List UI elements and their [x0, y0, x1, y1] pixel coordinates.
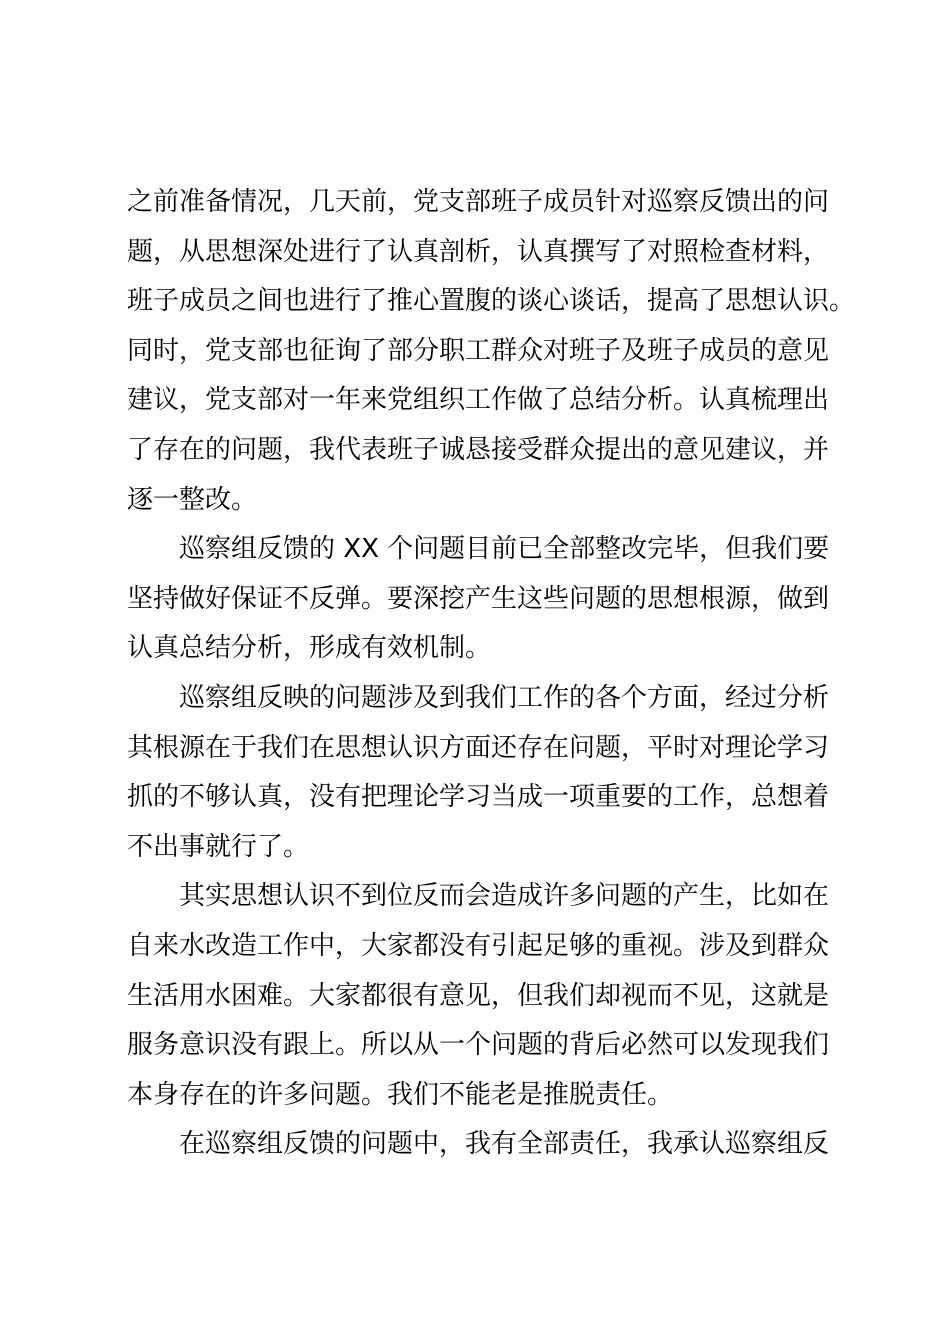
text-line: 了存在的问题，我代表班子诚恳接受群众提出的意见建议，并	[127, 434, 830, 465]
text-line: 建议，党支部对一年来党组织工作做了总结分析。认真梳理出	[127, 385, 830, 416]
text-line: 坚持做好保证不反弹。要深挖产生这些问题的思想根源，做到	[127, 583, 830, 614]
text-line: 自来水改造工作中，大家都没有引起足够的重视。涉及到群众	[127, 930, 830, 961]
text-line: 在巡察组反馈的问题中，我有全部责任，我承认巡察组反	[179, 1129, 830, 1160]
text-line: 逐一整改。	[127, 484, 258, 515]
body-text	[127, 178, 856, 1170]
text-line: 认真总结分析，形成有效机制。	[127, 633, 492, 664]
text-line: 本身存在的许多问题。我们不能老是推脱责任。	[127, 1079, 674, 1110]
text-line: 班子成员之间也进行了推心置腹的谈心谈话，提高了思想认识。	[127, 286, 856, 317]
text-line: 巡察组反映的问题涉及到我们工作的各个方面，经过分析	[179, 682, 830, 713]
text-line: 同时，党支部也征询了部分职工群众对班子及班子成员的意见	[127, 335, 830, 366]
text-line: 抓的不够认真，没有把理论学习当成一项重要的工作，总想着	[127, 782, 830, 813]
text-line: 服务意识没有跟上。所以从一个问题的背后必然可以发现我们	[127, 1030, 830, 1061]
text-line: 题，从思想深处进行了认真剖析，认真撰写了对照检查材料，	[127, 236, 830, 267]
text-line: 生活用水困难。大家都很有意见，但我们却视而不见，这就是	[127, 980, 830, 1011]
text-line: 不出事就行了。	[127, 831, 310, 862]
text-line: 之前准备情况，几天前，党支部班子成员针对巡察反馈出的问	[127, 187, 830, 217]
text-line: 巡察组反馈的 XX 个问题目前已全部整改完毕，但我们要	[179, 534, 830, 565]
text-line: 其实思想认识不到位反而会造成许多问题的产生，比如在	[179, 881, 830, 912]
text-line: 其根源在于我们在思想认识方面还存在问题，平时对理论学习	[127, 732, 830, 763]
